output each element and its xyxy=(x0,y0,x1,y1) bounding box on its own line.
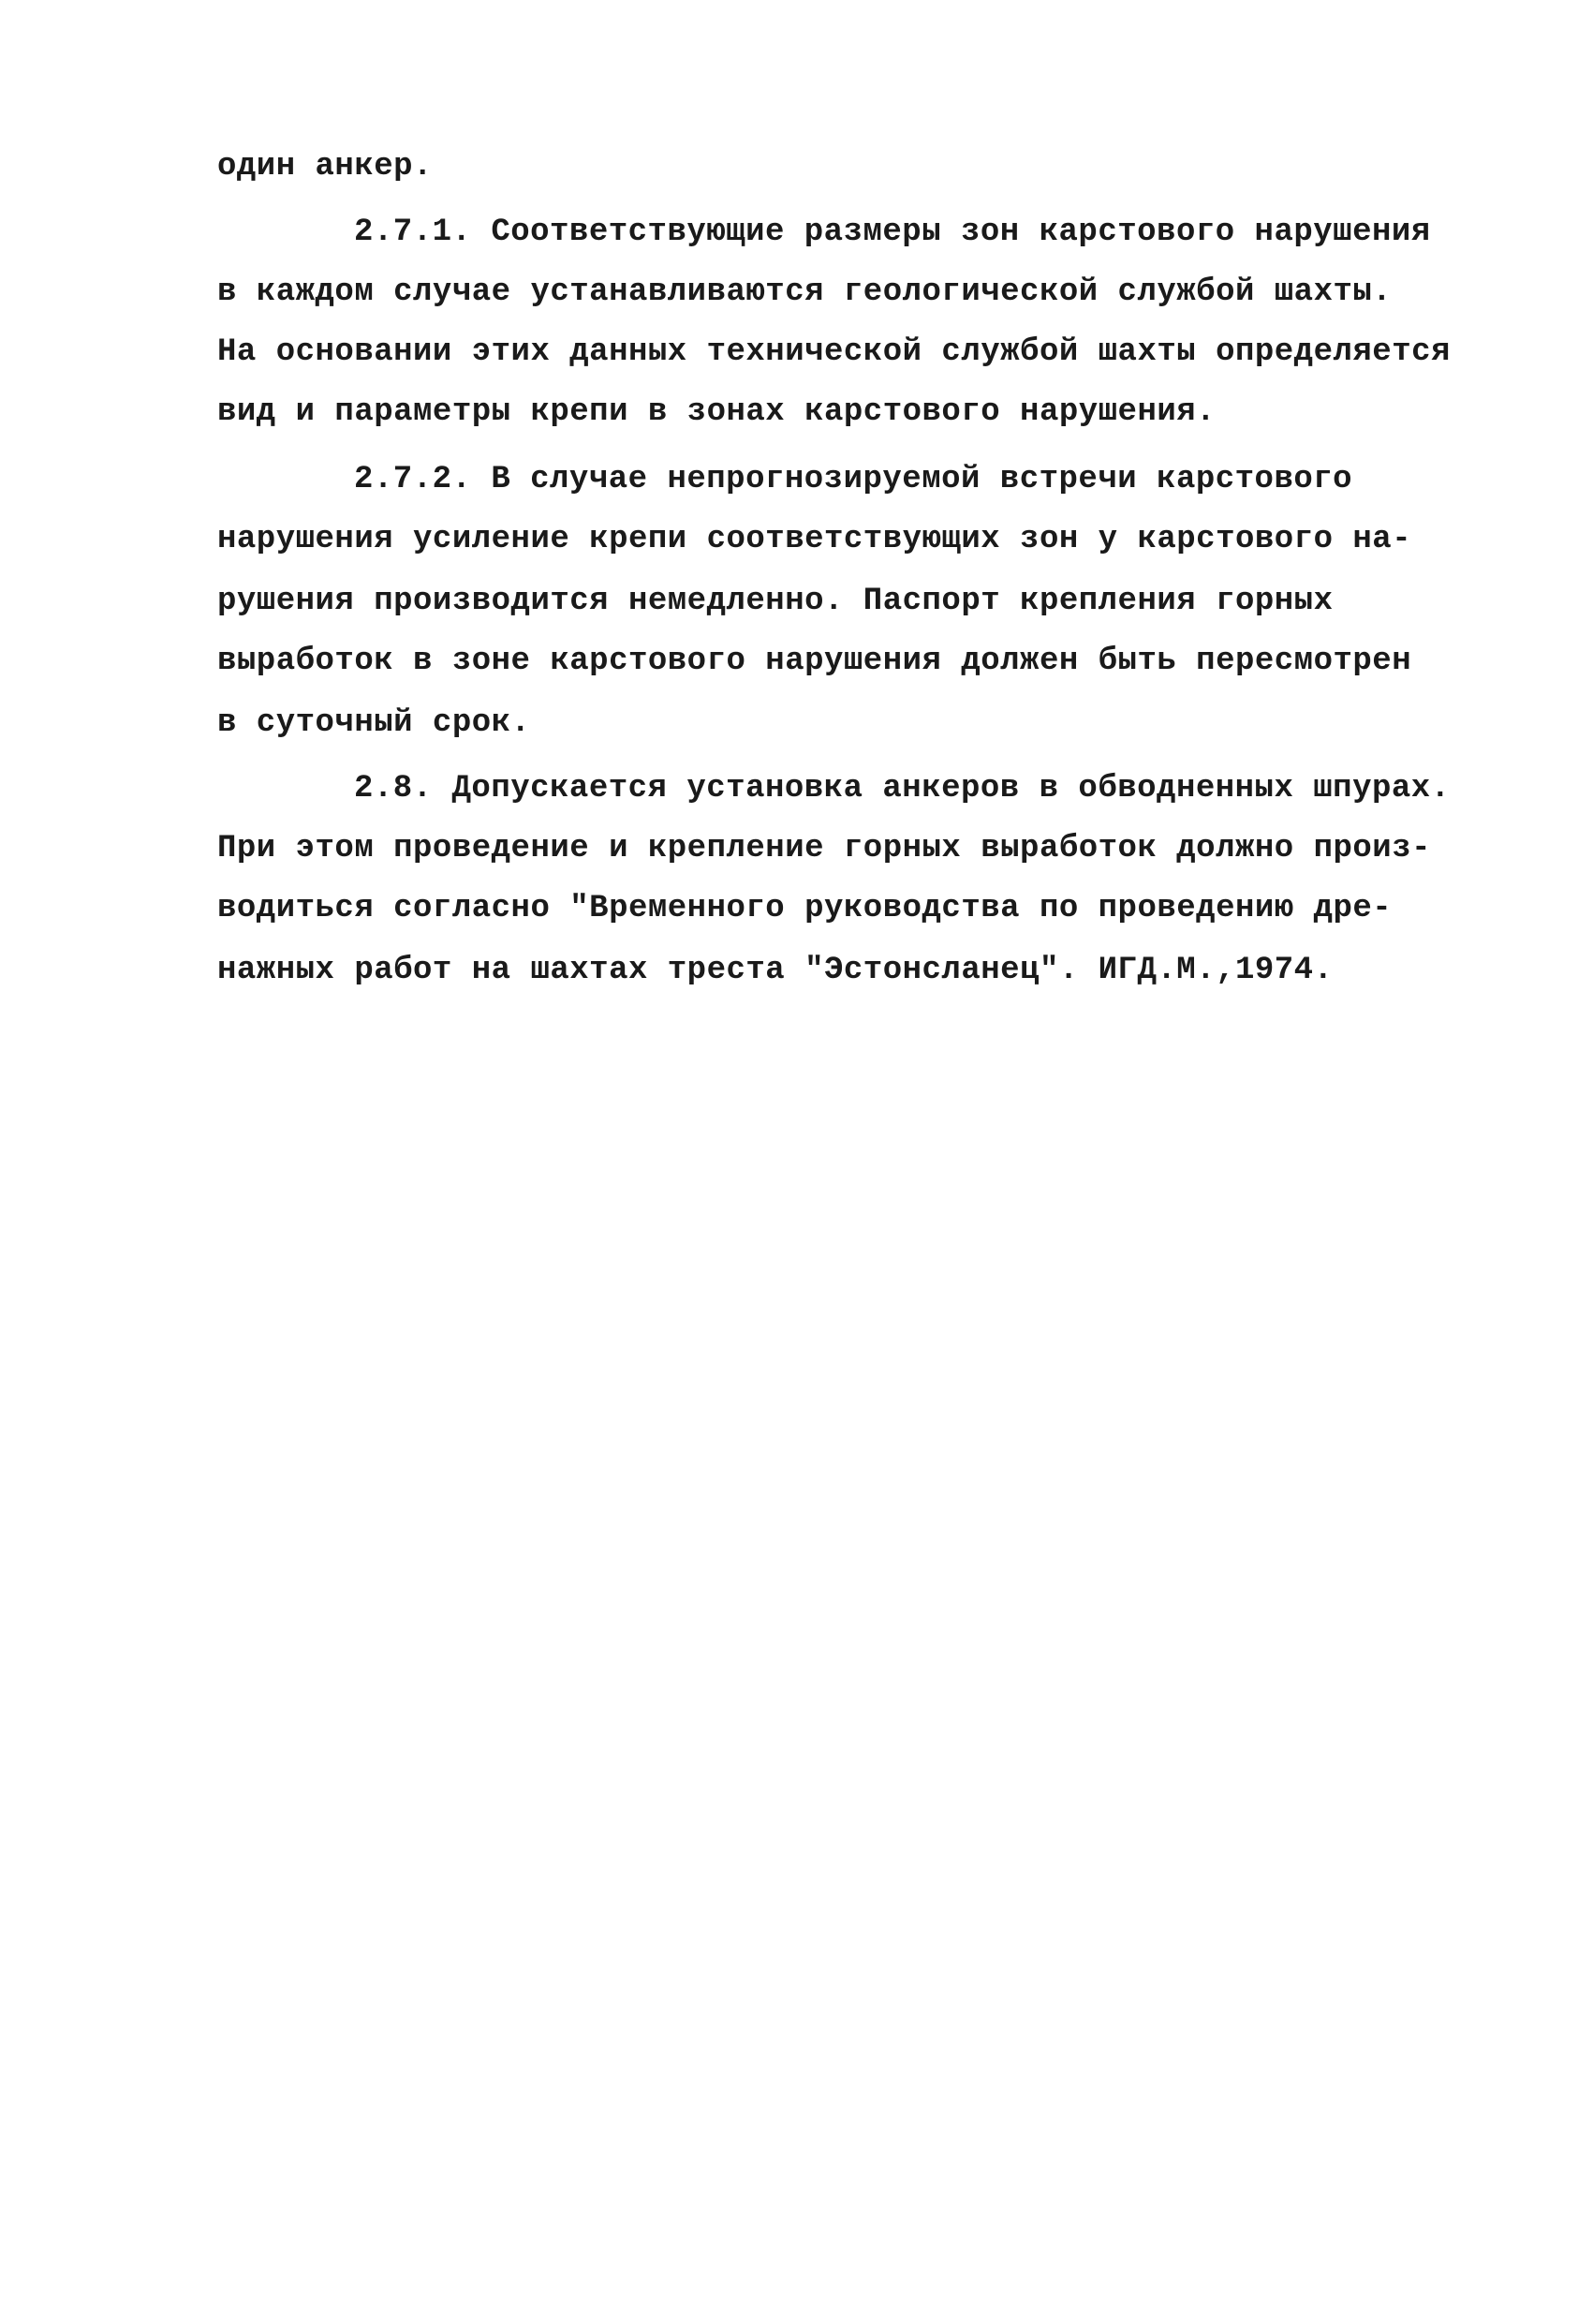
text-line: один анкер. xyxy=(217,149,433,185)
text-line: водиться согласно "Временного руководства по проведению дре- xyxy=(217,891,1393,926)
text-line: При этом проведение и крепление горных выработок должно произ- xyxy=(217,831,1432,866)
text-line: рушения производится немедленно. Паспорт крепления горных xyxy=(217,584,1334,619)
text-line: вид и параметры крепи в зонах карстового нарушения. xyxy=(217,394,1217,430)
text-line: На основании этих данных технической службой шахты определяется xyxy=(217,334,1451,370)
section-2-7-2-line: 2.7.2. В случае непрогнозируемой встречи карстового xyxy=(354,462,1353,497)
text-line: нажных работ на шахтах треста "Эстонсланец". ИГД.М.,1974. xyxy=(217,953,1334,988)
text-line: нарушения усиление крепи соответствующих зон у карстового на- xyxy=(217,522,1412,557)
text-line: выработок в зоне карстового нарушения должен быть пересмотрен xyxy=(217,644,1412,679)
section-2-8-line: 2.8. Допускается установка анкеров в обводненных шпурах. xyxy=(354,771,1451,807)
section-2-7-1-line: 2.7.1. Соответствующие размеры зон карстового нарушения xyxy=(354,215,1431,250)
text-line: в суточный срок. xyxy=(217,705,531,741)
text-line: в каждом случае устанавливаются геологической службой шахты. xyxy=(217,274,1393,310)
